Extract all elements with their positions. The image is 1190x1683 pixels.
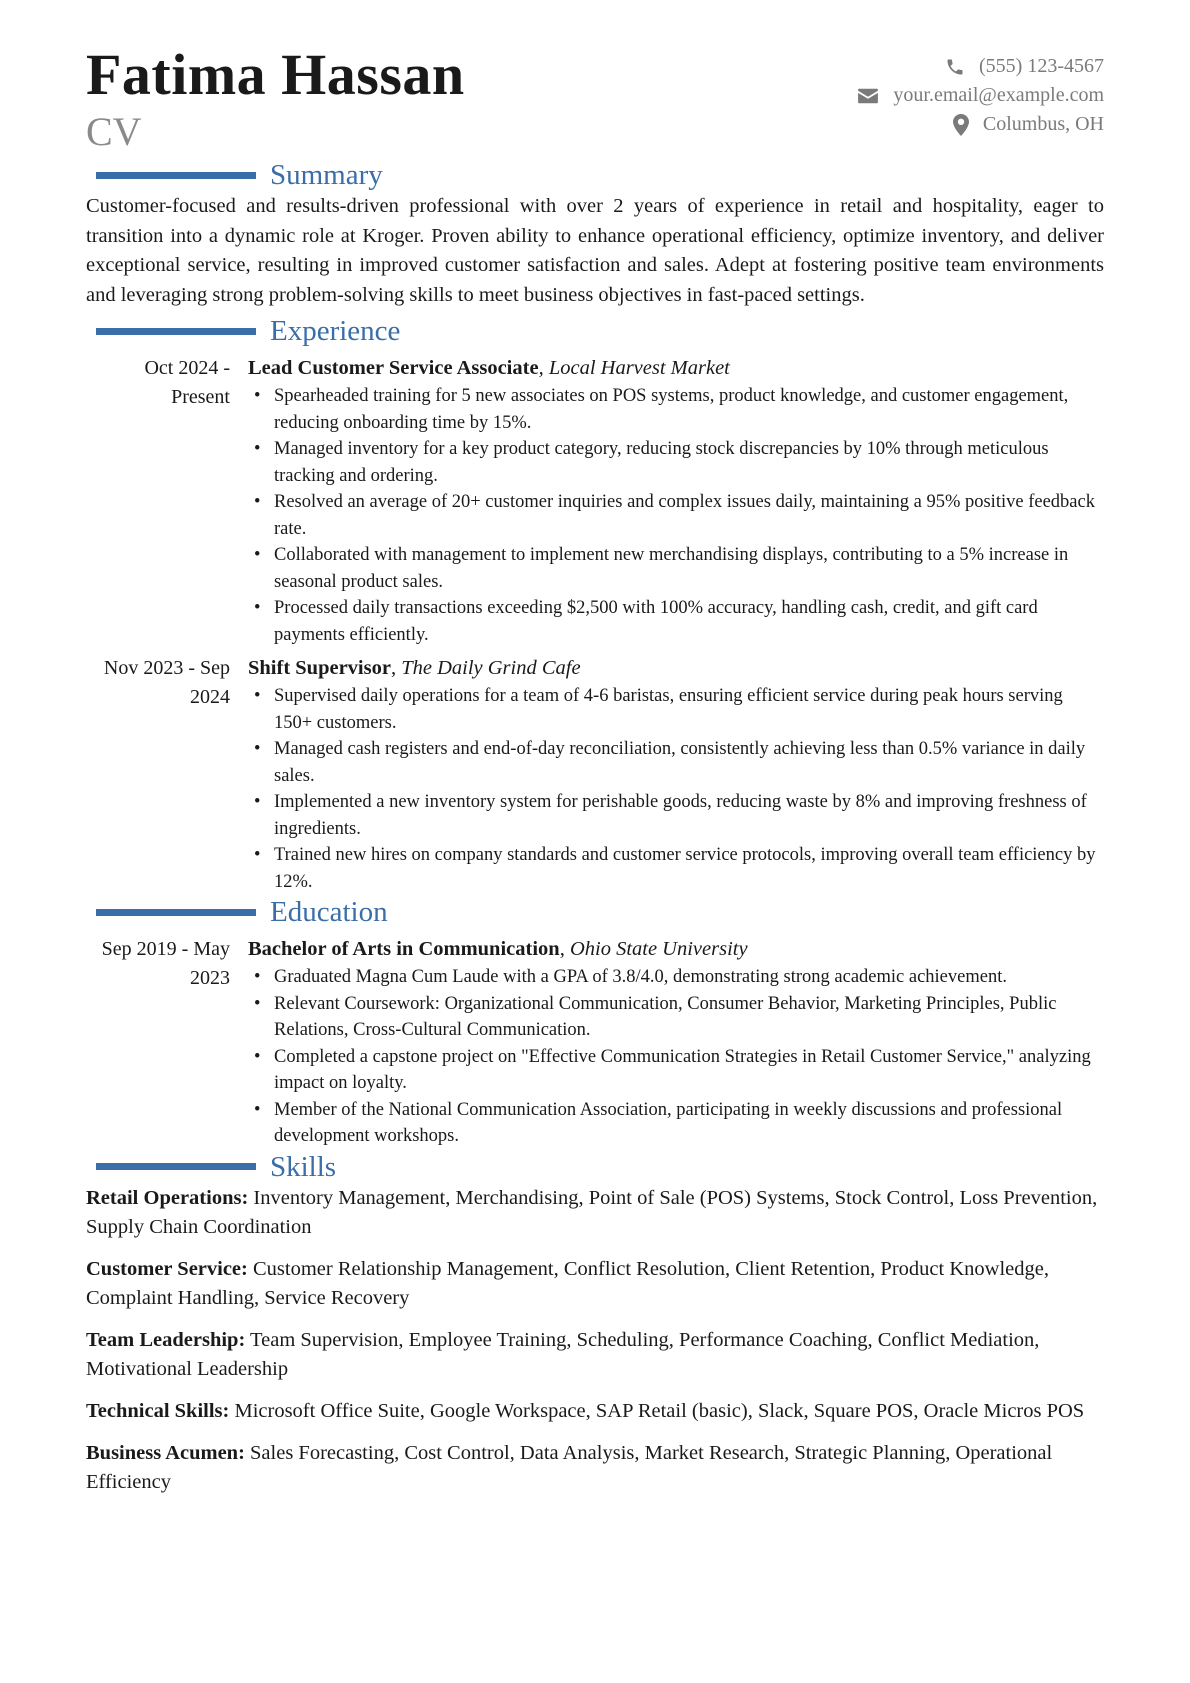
skill-text: Microsoft Office Suite, Google Workspace, SAP Retail (basic), Slack, Square POS, Oracle Micros POS [234,1399,1085,1422]
section-title-education: Education [270,896,388,928]
skill-text: Sales Forecasting, Cost Control, Data Analysis, Market Research, Strategic Planning, Operational Efficiency [86,1441,1053,1493]
skills-list [86,1184,1104,1497]
section-rule [96,909,256,916]
skill-row [86,1326,1104,1384]
entry-title: Lead Customer Service Associate, Local Harvest Market [248,357,730,379]
bullet-item: • Implemented a new inventory system for perishable goods, reducing waste by 8% and improving freshness of ingredients. [248,789,1104,842]
document-subtitle: CV [86,109,142,154]
skill-label: Team Leadership: [86,1328,246,1351]
resume-page [86,40,1104,1510]
experience-entry [86,354,1104,648]
skill-row [86,1439,1104,1497]
skill-label: Retail Operations: [86,1186,249,1209]
bullet-item: • Supervised daily operations for a team of 4-6 baristas, ensuring efficient service during peak hours serving 150+ customers. [248,683,1104,736]
education-entry [86,935,1104,1150]
entry-date: Sep 2019 - May 2023 [101,938,230,989]
contact-info [857,52,1104,139]
bullet-item: • Spearheaded training for 5 new associates on POS systems, product knowledge, and customer engagement, reducing onboarding time by 15%. [248,383,1104,436]
skill-label: Technical Skills: [86,1399,230,1422]
bullet-item: • Member of the National Communication Association, participating in weekly discussions and professional development workshops. [248,1097,1104,1150]
section-title-skills: Skills [270,1150,337,1183]
envelope-icon [857,87,879,105]
bullet-item: • Managed cash registers and end-of-day reconciliation, consistently achieving less than 0.5% variance in daily sales. [248,736,1104,789]
section-rule [96,328,256,335]
skill-row [86,1255,1104,1313]
bullet-item: • Resolved an average of 20+ customer inquiries and complex issues daily, maintaining a 95% positive feedback rate. [248,489,1104,542]
contact-email [857,81,1104,110]
section-title-experience: Experience [270,315,401,347]
entry-bullets [248,683,1104,895]
contact-phone [857,52,1104,81]
entry-org: The Daily Grind Cafe [401,657,581,679]
entry-date: Nov 2023 - Sep 2024 [103,657,230,708]
section-experience-header [86,314,1104,348]
contact-location [857,110,1104,139]
entry-degree: Bachelor of Arts in Communication [248,938,560,960]
bullet-item: • Relevant Coursework: Organizational Communication, Consumer Behavior, Marketing Principles, Public Relations, Cross-Cultural Communication. [248,991,1104,1044]
entry-role: Shift Supervisor [248,657,391,679]
experience-entry [86,654,1104,895]
bullet-item: • Trained new hires on company standards and customer service protocols, improving overall team efficiency by 12%. [248,842,1104,895]
resume-header [86,40,1104,158]
section-title-summary: Summary [270,159,383,191]
entry-bullets [248,964,1104,1150]
entry-role: Lead Customer Service Associate [248,357,539,379]
phone-number[interactable]: (555) 123-4567 [979,55,1104,77]
skill-text: Inventory Management, Merchandising, Point of Sale (POS) Systems, Stock Control, Loss Prevention, Supply Chain Coordination [86,1186,1098,1238]
section-skills-header [86,1150,1104,1184]
entry-body [248,354,1104,648]
entry-bullets [248,383,1104,648]
map-pin-icon [953,114,969,136]
bullet-item: • Completed a capstone project on "Effective Communication Strategies in Retail Customer Service," analyzing impact on loyalty. [248,1044,1104,1097]
skill-row [86,1397,1104,1426]
email-address[interactable]: your.email@example.com [893,84,1104,106]
entry-title: Bachelor of Arts in Communication, Ohio State University [248,938,748,960]
bullet-item: • Managed inventory for a key product category, reducing stock discrepancies by 10% through meticulous tracking and ordering. [248,436,1104,489]
bullet-item: • Processed daily transactions exceeding $2,500 with 100% accuracy, handling cash, credit, and gift card payments efficiently. [248,595,1104,648]
phone-icon [945,57,965,77]
skill-label: Business Acumen: [86,1441,245,1464]
bullet-item: • Collaborated with management to implement new merchandising displays, contributing to a 5% increase in seasonal product sales. [248,542,1104,595]
entry-school: Ohio State University [569,938,748,960]
section-rule [96,1163,256,1170]
skill-text: Customer Relationship Management, Conflict Resolution, Client Retention, Product Knowledge, Complaint Handling, Service Recovery [86,1257,1049,1309]
summary-text: Customer-focused and results-driven professional with over 2 years of experience in retail and hospitality, eager to transition into a dynamic role at Kroger. Proven ability to enhance operational efficiency, optimize inventory, and deliver exceptional service, resulting in improved customer satisfaction and sales. Adept at fostering positive team environments and leveraging strong problem-solving skills to meet business objectives in fast-paced settings. [86,195,1104,306]
bullet-item: • Graduated Magna Cum Laude with a GPA of 3.8/4.0, demonstrating strong academic achievement. [248,964,1104,991]
entry-date: Oct 2024 - Present [144,357,230,408]
skill-row [86,1184,1104,1242]
entry-body [248,654,1104,895]
section-rule [96,172,256,179]
full-name: Fatima Hassan [86,42,465,107]
skill-label: Customer Service: [86,1257,248,1280]
entry-body [248,935,1104,1150]
skill-text: Team Supervision, Employee Training, Scheduling, Performance Coaching, Conflict Mediation, Motivational Leadership [86,1328,1040,1380]
location-text: Columbus, OH [982,113,1104,135]
section-education-header [86,895,1104,929]
entry-org: Local Harvest Market [548,357,730,379]
entry-title: Shift Supervisor, The Daily Grind Cafe [248,657,581,679]
section-summary-header [86,158,1104,192]
